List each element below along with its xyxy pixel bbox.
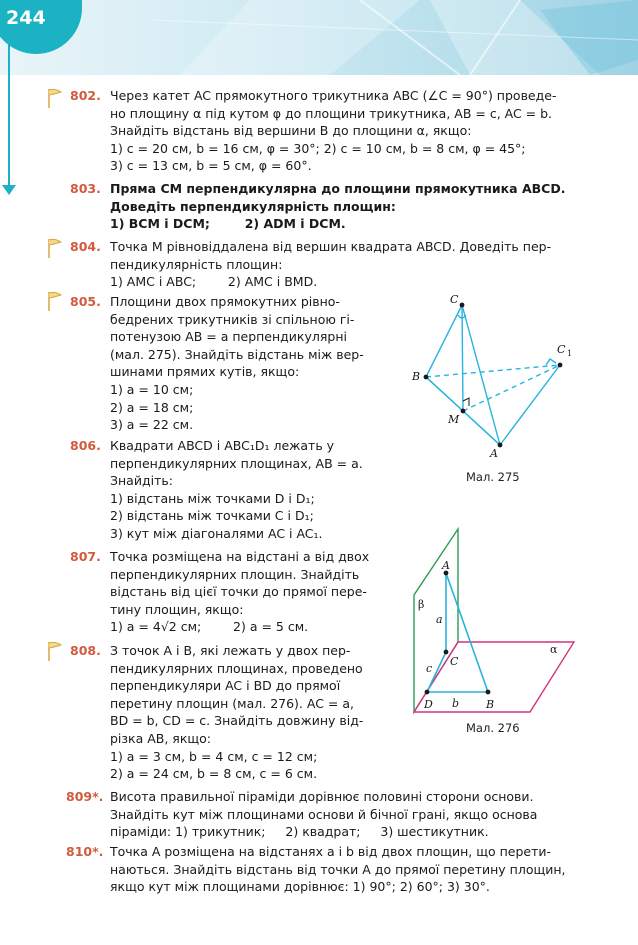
problem-number: 803. [70,181,101,196]
angle-mark [546,359,556,365]
problem-802 [110,87,588,175]
label-M: M [448,413,460,426]
problem-number: 808. [70,643,101,658]
fig-line [462,305,463,411]
flag-icon [45,640,65,662]
text-line: перпендикуляри AC і BD до прямої [110,678,341,694]
text-line: Знайдіть: [110,473,173,489]
label-b: b [452,697,460,710]
text-line: 1) a = 3 см, b = 4 см, c = 12 см; [110,748,318,764]
text-line: пендикулярних площинах, проведено [110,660,363,676]
problem-805 [110,293,382,434]
text-line: Доведіть перпендикулярність площин: [110,198,396,214]
fig-line [463,365,560,411]
text-line: Площини двох прямокутних рівно- [110,294,340,309]
problem-number: 810*. [66,844,104,859]
text-line: Знайдіть відстань від вершини B до площини α, якщо: [110,123,472,139]
text-line: наються. Знайдіть відстань від точки A до прямої перетину площин, [110,861,566,877]
header-decoration [0,0,638,75]
text-line: З точок A і B, які лежать у двох пер- [110,643,351,658]
point-C [460,303,465,308]
point-C1 [558,363,563,368]
problem-807 [110,548,385,636]
point-C [444,650,449,655]
text-line: пендикулярність площин: [110,256,283,272]
sidebar-arrow [0,38,17,198]
label-alpha: α [550,643,558,656]
label-C: C [450,293,459,306]
text-line: но площину α під кутом φ до площини трикутника, AB = c, AC = b. [110,105,553,121]
text-line: 1) BCM і DCM; 2) ADM і DCM. [110,216,346,232]
text-line: 1) AMC і ABC; 2) AMC і BMD. [110,274,318,290]
fig-line [463,411,500,445]
text-line: відстань від цієї точки до прямої пере- [110,584,367,600]
text-line: піраміди: 1) трикутник; 2) квадрат; 3) шестикутник. [110,824,489,840]
text-line: Пряма CM перпендикулярна до площини прямокутника ABCD. [110,181,566,196]
page-number: 244 [6,7,46,29]
point-B [486,690,491,695]
right-angle-mark [463,398,469,406]
text-line: 2) a = 24 см, b = 8 см, c = 6 см. [110,766,318,782]
text-line: Через катет AC прямокутного трикутника ABC (∠C = 90°) проведе- [110,88,557,103]
text-line: 2) відстань між точками C і D₁; [110,508,314,524]
label-A: A [442,559,450,572]
label-a: a [436,613,443,626]
flag-icon [45,290,65,312]
text-line: 2) a = 18 см; [110,399,194,415]
point-M [461,409,466,414]
text-line: якщо кут між площинами дорівнює: 1) 90°; 2) 60°; 3) 30°. [110,879,490,895]
problem-804 [110,238,588,291]
text-line: (мал. 275). Знайдіть відстань між вер- [110,346,364,362]
point-B [424,375,429,380]
text-line: тину площин, якщо: [110,601,244,617]
flag-icon [45,87,65,109]
text-line: Висота правильної піраміди дорівнює половині сторони основи. [110,789,534,804]
problem-803 [110,180,588,233]
page-header [0,0,638,75]
text-line: 1) відстань між точками D і D₁; [110,490,315,506]
text-line: бедрених трикутників зі спільною гі- [110,311,355,327]
label-D: D [424,698,433,711]
fig-line [462,305,500,445]
text-line: 1) c = 20 см, b = 16 см, φ = 30°; 2) c = 10 см, b = 8 см, φ = 45°; [110,140,526,156]
fig-line [426,305,462,377]
flag-icon [45,237,65,259]
label-C1-sub: 1 [567,349,573,358]
figure-275 [400,285,590,465]
problem-809 [110,788,588,841]
text-line: 1) a = 10 см; [110,381,194,397]
label-C: C [450,655,459,668]
text-line: перпендикулярних площинах, AB = a. [110,455,363,471]
text-line: шинами прямих кутів, якщо: [110,364,300,380]
label-c: c [426,662,433,675]
label-B: B [412,370,421,383]
problem-number: 805. [70,294,101,309]
problem-806 [110,437,382,543]
problem-number: 804. [70,239,101,254]
text-line: потенузою AB = a перпендикулярні [110,329,347,345]
label-C1: C [557,343,566,356]
text-line: перетину площин (мал. 276). AC = a, [110,695,354,711]
label-beta: β [418,598,425,611]
label-B: B [486,698,495,711]
text-line: Точка A розміщена на відстанях a і b від двох площин, що перети- [110,844,552,859]
figure-276 [400,525,590,720]
figure-caption: Мал. 276 [466,721,520,735]
fig-line [500,365,560,445]
text-line: різка AB, якщо: [110,730,212,746]
text-line: BD = b, CD = c. Знайдіть довжину від- [110,713,364,729]
text-line: Квадрати ABCD і ABC₁D₁ лежать у [110,438,335,453]
problem-number: 802. [70,88,101,103]
label-A: A [490,447,498,460]
point-A [498,443,503,448]
problem-810 [110,843,588,896]
text-line: Точка розміщена на відстані a від двох [110,549,370,564]
text-line: 1) a = 4√2 см; 2) a = 5 см. [110,619,309,635]
text-line: 3) a = 22 см. [110,417,194,433]
figure-caption: Мал. 275 [466,470,520,484]
problem-808 [110,642,382,783]
point-D [425,690,430,695]
text-line: 3) c = 13 см, b = 5 см, φ = 60°. [110,158,312,174]
text-line: 3) кут між діагоналями AC і AC₁. [110,525,323,541]
segment-AB [446,573,488,692]
text-line: Точка M рівновіддалена від вершин квадрата ABCD. Доведіть пер- [110,239,552,254]
problem-number: 806. [70,438,101,453]
text-line: Знайдіть кут між площинами основи й бічної грані, якщо основа [110,806,538,822]
text-line: перпендикулярних площин. Знайдіть [110,566,360,582]
problem-number: 807. [70,549,101,564]
problem-number: 809*. [66,789,104,804]
fig-line [426,377,463,411]
